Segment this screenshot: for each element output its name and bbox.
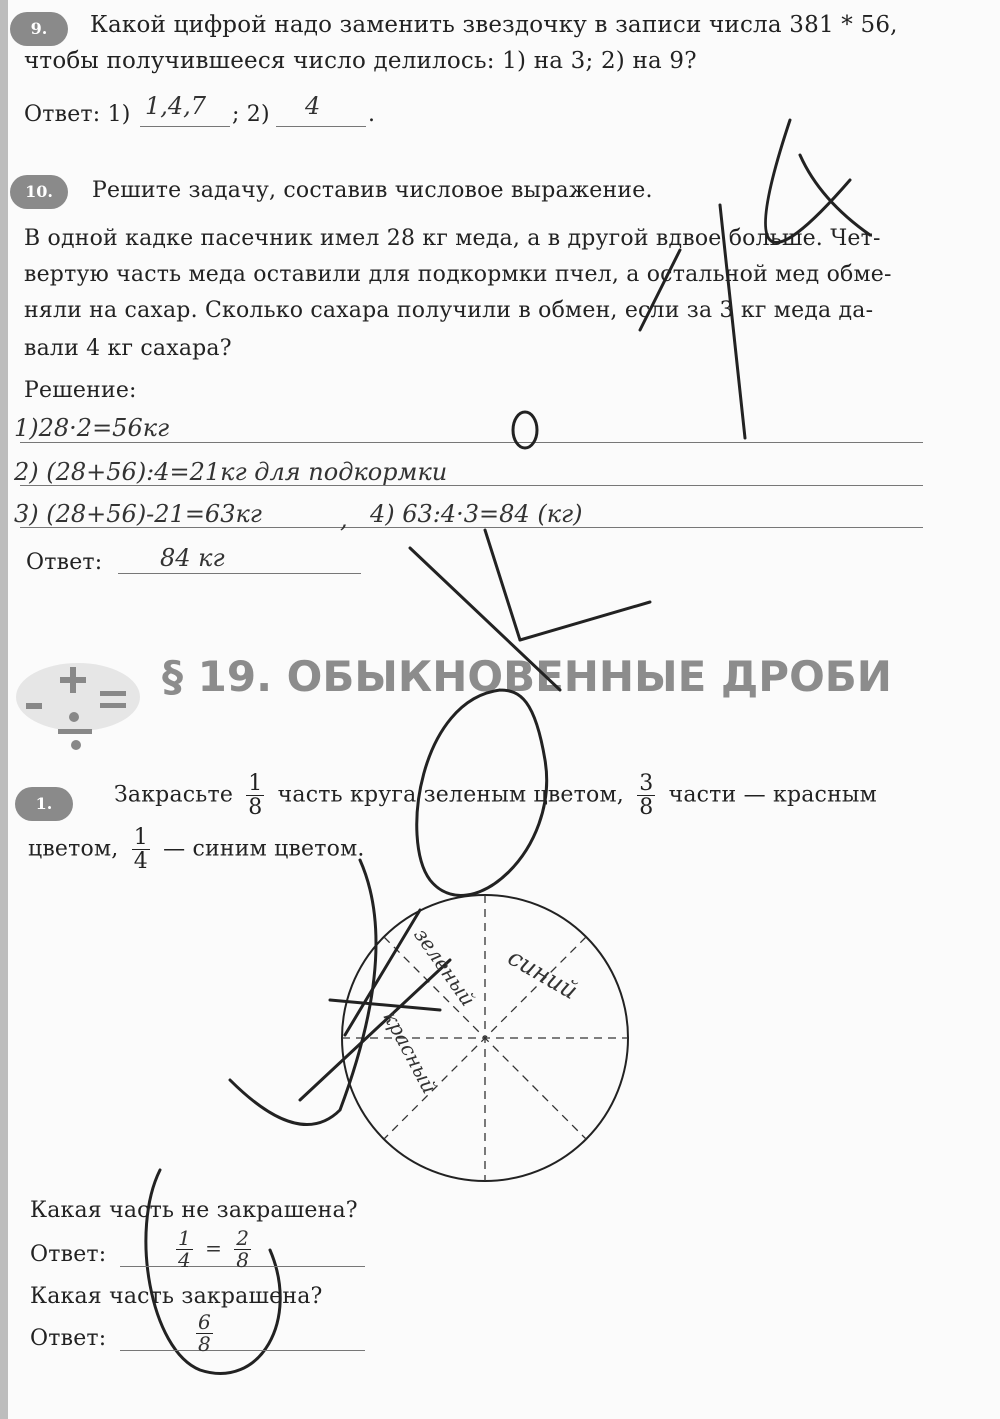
solution-step: 4) 63:4·3=84 (кг) <box>370 500 583 528</box>
task-9-answer-label: Ответ: 1) <box>24 102 131 127</box>
denominator: 8 <box>248 795 263 821</box>
denominator: 8 <box>236 1248 249 1272</box>
denominator: 8 <box>639 795 654 821</box>
task-text: — синим цветом. <box>163 836 365 862</box>
task-9-line2: чтобы получившееся число делилось: 1) на 3; 2) на 9? <box>24 48 697 74</box>
numerator: 1 <box>248 771 263 796</box>
task-10-answer: 84 кг <box>160 544 225 572</box>
denominator: 4 <box>133 849 148 875</box>
pen-scribbles <box>146 120 870 1373</box>
answer-line <box>120 1350 365 1351</box>
task-text: часть круга зеленым цветом, <box>277 782 624 808</box>
answer-shaded <box>190 1312 219 1355</box>
task-9-line1: Какой цифрой надо заменить звездочку в записи числа 381 * 56, <box>90 12 898 38</box>
numerator: 1 <box>178 1226 191 1250</box>
task-10-text: вертую часть меда оставили для подкормки пчел, а остальной мед обме- <box>24 262 892 287</box>
task-10-badge: 10. <box>10 175 68 209</box>
solution-label: Решение: <box>24 378 137 403</box>
solution-separator: , <box>340 505 348 533</box>
fraction <box>234 1228 251 1271</box>
section-title: § 19. ОБЫКНОВЕННЫЕ ДРОБИ <box>162 652 892 701</box>
fraction <box>176 1228 193 1271</box>
numerator: 2 <box>236 1226 249 1250</box>
label-green: зеленый <box>409 923 481 1011</box>
question-unshaded: Какая часть не закрашена? <box>30 1198 358 1223</box>
solution-step: 2) (28+56):4=21кг для подкормки <box>14 458 448 486</box>
answer-label: Ответ: <box>30 1242 107 1267</box>
task-text: Закрасьте <box>114 782 234 808</box>
equals: = <box>205 1236 222 1260</box>
task-9-badge: 9. <box>10 12 68 46</box>
question-shaded: Какая часть закрашена? <box>30 1284 323 1309</box>
label-blue: синий <box>503 942 583 1006</box>
task-9-answer2: 4 <box>305 92 321 120</box>
task-text: части — красным <box>668 782 877 808</box>
numerator: 1 <box>133 825 148 850</box>
task-9-answer-sep: ; 2) <box>232 102 270 127</box>
label-red: красный <box>378 1006 442 1098</box>
sector-dividers <box>342 895 628 1181</box>
task-text: цветом, <box>28 836 119 862</box>
denominator: 8 <box>198 1332 211 1356</box>
solution-step: 3) (28+56)-21=63кг <box>14 500 262 528</box>
task-9-answer1: 1,4,7 <box>145 92 207 120</box>
task-10-text: няли на сахар. Сколько сахара получили в обмен, если за 3 кг меда да- <box>24 298 874 323</box>
answer-label: Ответ: <box>30 1326 107 1351</box>
task-10-text: вали 4 кг сахара? <box>24 336 232 361</box>
task-10-answer-label: Ответ: <box>26 550 103 575</box>
denominator: 4 <box>178 1248 191 1272</box>
task-9-answer-end: . <box>368 102 376 127</box>
fraction <box>196 1312 213 1355</box>
task-10-text: В одной кадке пасечник имел 28 кг меда, а в другой вдвое больше. Чет- <box>24 226 881 251</box>
numerator: 6 <box>198 1310 211 1334</box>
numerator: 3 <box>639 771 654 796</box>
solution-step: 1)28·2=56кг <box>14 414 170 442</box>
task-1-badge: 1. <box>15 787 73 821</box>
answer-unshaded <box>170 1228 257 1271</box>
task-10-title: Решите задачу, составив числовое выражение. <box>92 178 653 203</box>
